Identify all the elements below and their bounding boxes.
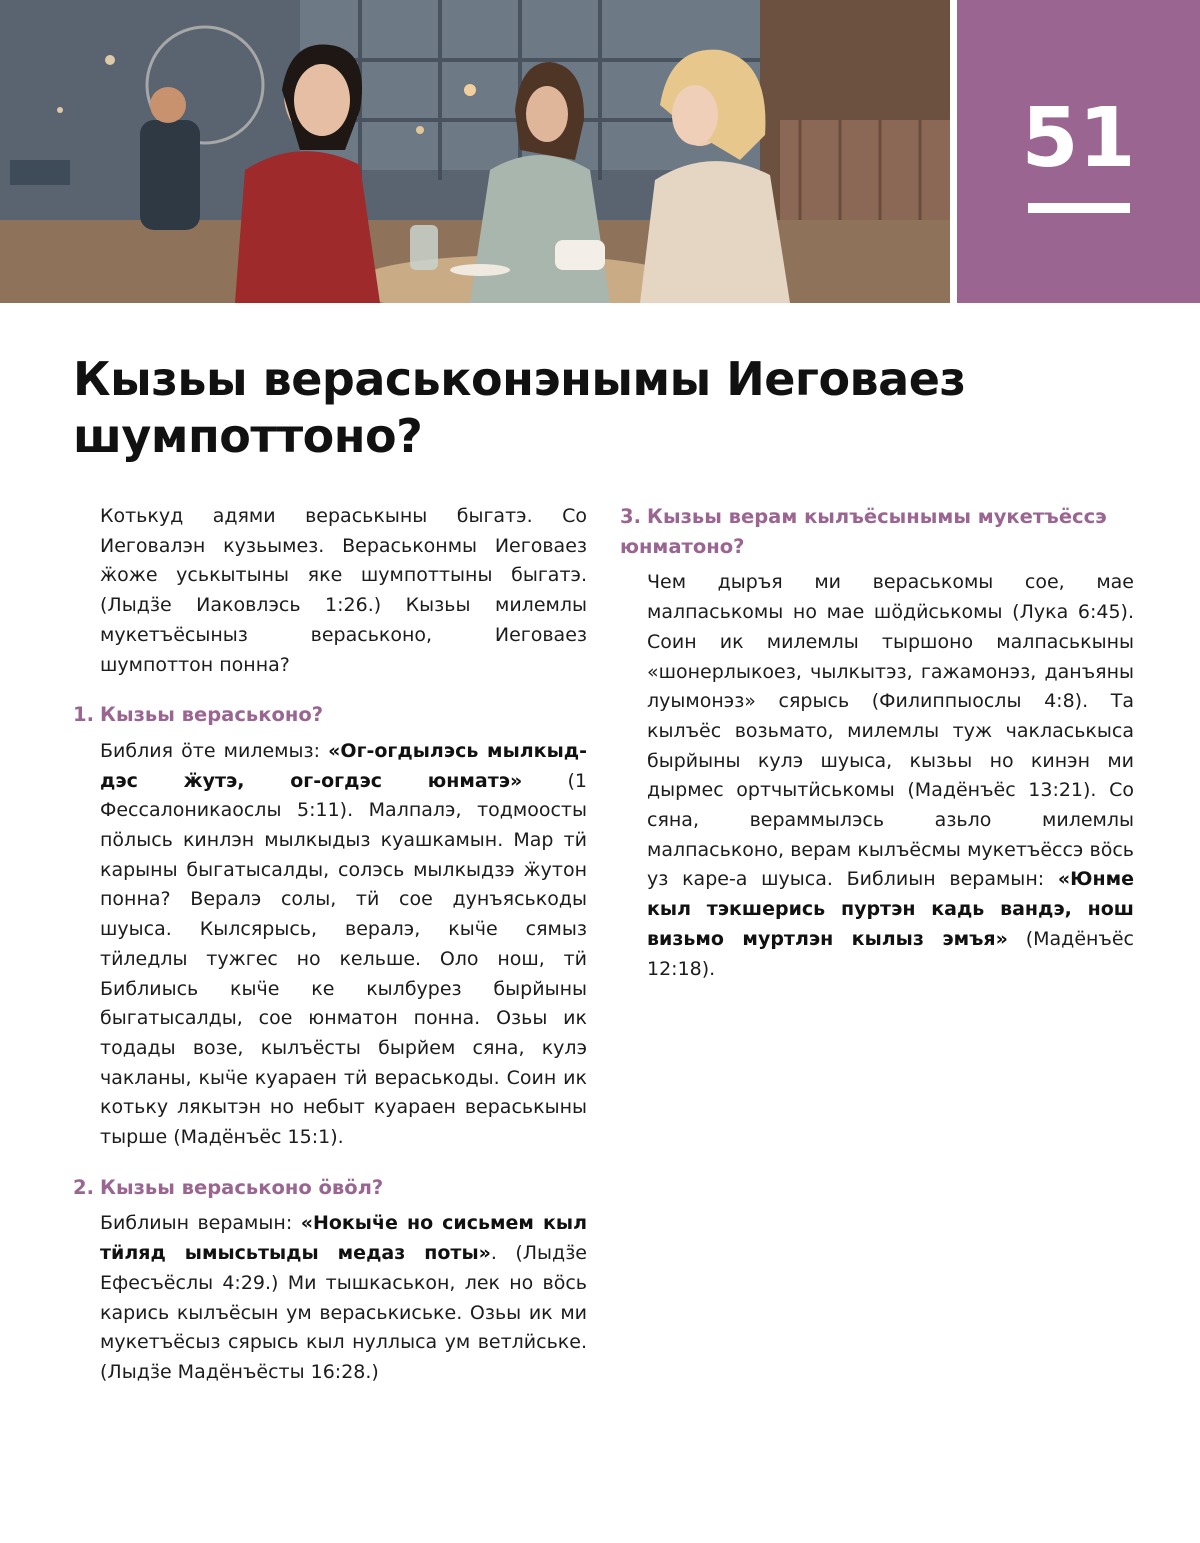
- section-3-title: Кызьы верам кылъёсынымы мукетъёссэ юнматоно?: [620, 505, 1107, 558]
- lesson-number-badge: [957, 0, 1200, 303]
- section-1-text-after: (1 Фессалоникаослы 5:11). Малпалэ, тодмоосты пӧлысь кинлэн мылкыдыз куашкамын. Мар тӥ карыны быгатысалды, солэсь мылкыдзэ ӝутон понна? Вералэ солы, тӥ сое дунъяськоды шуыса. Кылсярысь, вералэ, кыӵе сямыз тӥледлы тужгес но кельше. Оло нош, тӥ Библиысь кыӵе ке кылбурез бырйыны быгатысалды, сое юнматон понна. Озьы ик тодады возе, кылъёсты бырйем сяна, кулэ чакланы, кыӵе куараен тӥ вераськоды. Соин ик котьку лякытэн но небыт куараен вераськыны тырше (Мадёнъёс 15:1).: [100, 769, 587, 1149]
- section-2-paragraph: [100, 1209, 587, 1387]
- section-2-quote: «Нокыӵе но сисьмем кыл тӥляд ымысьтыды медаз поты»: [100, 1212, 587, 1265]
- page-title: Кызьы вераськонэнымы Иеговаез шумпоттоно?: [73, 352, 966, 463]
- section-3-text-before: Чем дыръя ми вераськомы сое, мае малпаськомы но мае шӧдӥськомы (Лука 6:45). Соин ик милемлы тыршоно малпаськыны «шонерлыкоез, чылкытэз, гажамонэз, данъяны луымонэз» сярысь (Филиппыослы 4:8). Та кылъёс возьмато, милемлы туж чакласькыса бырйыны кулэ шуыса, кызьы но кинэн ми дырмес ортчытӥськомы (Мадёнъёс 13:21). Со сяна, вераммылэсь азьло милемлы малпаськоно, верам кылъёсмы мукетъёссэ вӧсь уз каре-а шуыса. Библиын верамын:: [647, 571, 1134, 891]
- lesson-number-underline: [1028, 203, 1130, 213]
- section-2-title: Кызьы вераськоно ӧвӧл?: [100, 1175, 384, 1199]
- section-3-text-after: (Мадёнъёс 12:18).: [647, 927, 1134, 980]
- section-1-paragraph: [100, 737, 587, 1153]
- section-2-number: 2.: [73, 1175, 94, 1199]
- section-3-paragraph: [647, 568, 1134, 984]
- lesson-number: 51: [1021, 91, 1136, 186]
- section-1-quote: «Ог-огдылэсь мылкыддэс ӝутэ, ог-огдэс юнматэ»: [100, 739, 587, 792]
- section-3-number: 3.: [620, 505, 641, 528]
- section-1-text-before: Библия ӧте милемыз:: [100, 739, 329, 762]
- left-column: [73, 502, 587, 1388]
- intro-paragraph: Котькуд адями вераськыны быгатэ. Со Иеговалэн кузьымез. Вераськонмы Иеговаез ӝоже уськытыны яке шумпоттыны быгатэ. (Лыдӟе Иаковлэсь 1:26.) Кызьы милемлы мукетъёсыныз вераськоно, Иеговаез шумпоттон понна?: [100, 505, 587, 676]
- section-1-heading: [73, 700, 587, 730]
- section-2-heading: [73, 1173, 587, 1203]
- section-1-number: 1.: [73, 703, 94, 727]
- section-3-quote: «Юнме кыл тэкшерись пуртэн кадь вандэ, нош визьмо муртлэн кылыз эмъя»: [647, 868, 1134, 950]
- section-1-title: Кызьы вераськоно?: [100, 703, 324, 727]
- section-3-heading: [620, 502, 1134, 561]
- cafe-scene-illustration: [0, 0, 950, 303]
- section-2-text-after: . (Лыдӟе Ефесъёслы 4:29.) Ми тышкаськон, лек но вӧсь карись кылъёсын ум вераськиськe. Озьы ик ми мукетъёсыз сярысь кыл нуллыса ум ветлӥське. (Лыдӟе Мадёнъёсты 16:28.): [100, 1242, 587, 1383]
- right-column: [620, 502, 1134, 984]
- section-2-text-before: Библиын верамын:: [100, 1212, 301, 1235]
- header-photo: [0, 0, 950, 303]
